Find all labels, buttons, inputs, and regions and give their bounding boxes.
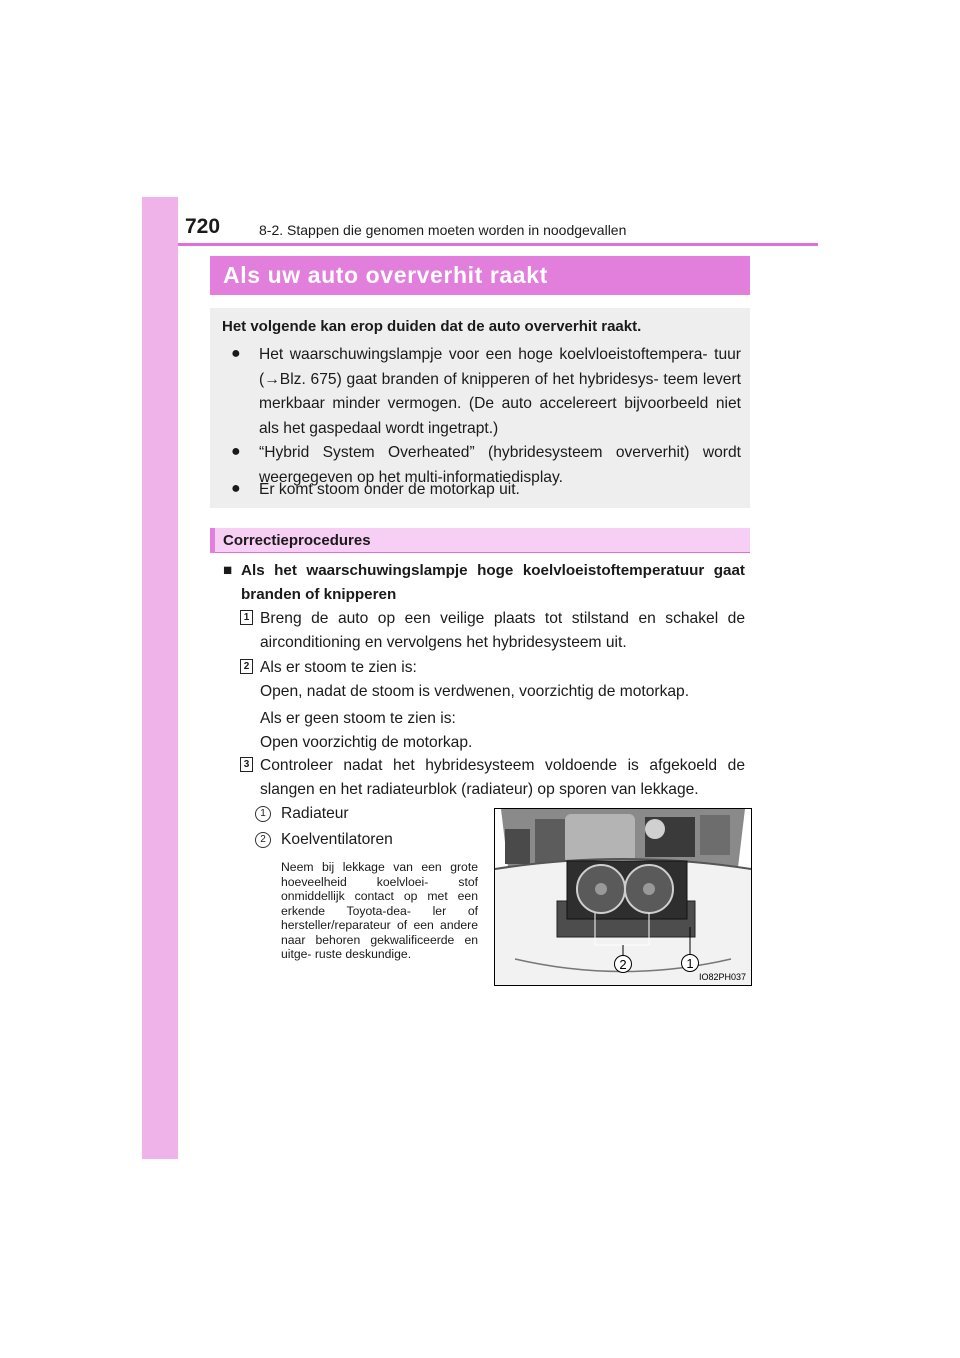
step-text: Open voorzichtig de motorkap. [260, 734, 473, 751]
bullet-icon: ● [231, 443, 241, 460]
chapter-sidebar-tab [142, 197, 178, 1159]
bullet-text: “Hybrid System Overheated” (hybridesysteem oververhit) wordt weergegeven op het multi-informatiedisplay. [259, 444, 741, 486]
step-text: Open, nadat de stoom is verdwenen, voorzichtig de motorkap. [260, 683, 690, 700]
step-text: Controleer nadat het hybridesysteem voldoende is afgekoeld de slangen en het radiateurblok (radiateur) op sporen van lekkage. [260, 757, 745, 798]
engine-bay-photo [494, 808, 752, 986]
step-text: Breng de auto op een veilige plaats tot stilstand en schakel de airconditioning en vervolgens het hybridesysteem uit. [260, 610, 745, 651]
square-bullet-icon: ■ [223, 562, 233, 579]
figure-code: IO82PH037 [698, 972, 746, 982]
step-text: Als er geen stoom te zien is: [260, 710, 456, 727]
legend-number-circle: 2 [255, 832, 271, 848]
subheading: Correctieprocedures [223, 532, 371, 549]
step-text: Als er stoom te zien is: [260, 659, 417, 676]
situation-text: Als het waarschuwingslampje hoge koelvloeistoftemperatuur gaat branden of knipperen [241, 562, 745, 603]
page-title: Als uw auto oververhit raakt [223, 262, 548, 288]
legend-label: Koelventilatoren [281, 831, 393, 848]
leak-note: Neem bij lekkage van een grote hoeveelheid koelvloei- stof onmiddellijk contact op met een erkende Toyota-dea- ler of hersteller/reparateur of een andere naar behoren gekwalificeerde en uitge- ruste deskundige. [281, 860, 478, 961]
section-heading: 8-2. Stappen die genomen moeten worden in noodgevallen [259, 222, 627, 238]
legend-label: Radiateur [281, 805, 349, 822]
figure-callout: 1 [686, 956, 694, 971]
header-rule [178, 243, 818, 246]
page-number: 720 [185, 215, 221, 238]
step-number-box: 1 [240, 610, 253, 625]
legend-number-circle: 1 [255, 806, 271, 822]
title-bar [210, 256, 750, 295]
step-number-box: 3 [240, 757, 253, 772]
bullet-icon: ● [231, 480, 241, 497]
bullet-text: Er komt stoom onder de motorkap uit. [259, 481, 520, 498]
bullet-text: Het waarschuwingslampje voor een hoge koelvloeistoftempera- tuur (→Blz. 675) gaat branden of knipperen of het hybridesys- teem levert merkbaar minder vermogen. (De auto accelereert bijvoorbeeld niet als het gaspedaal wordt ingetrapt.) [259, 346, 741, 437]
warning-intro: Het volgende kan erop duiden dat de auto oververhit raakt. [222, 318, 642, 335]
figure-callout: 2 [619, 957, 627, 972]
subheading-bar [210, 528, 750, 553]
bullet-icon: ● [231, 345, 241, 362]
step-number-box: 2 [240, 659, 253, 674]
